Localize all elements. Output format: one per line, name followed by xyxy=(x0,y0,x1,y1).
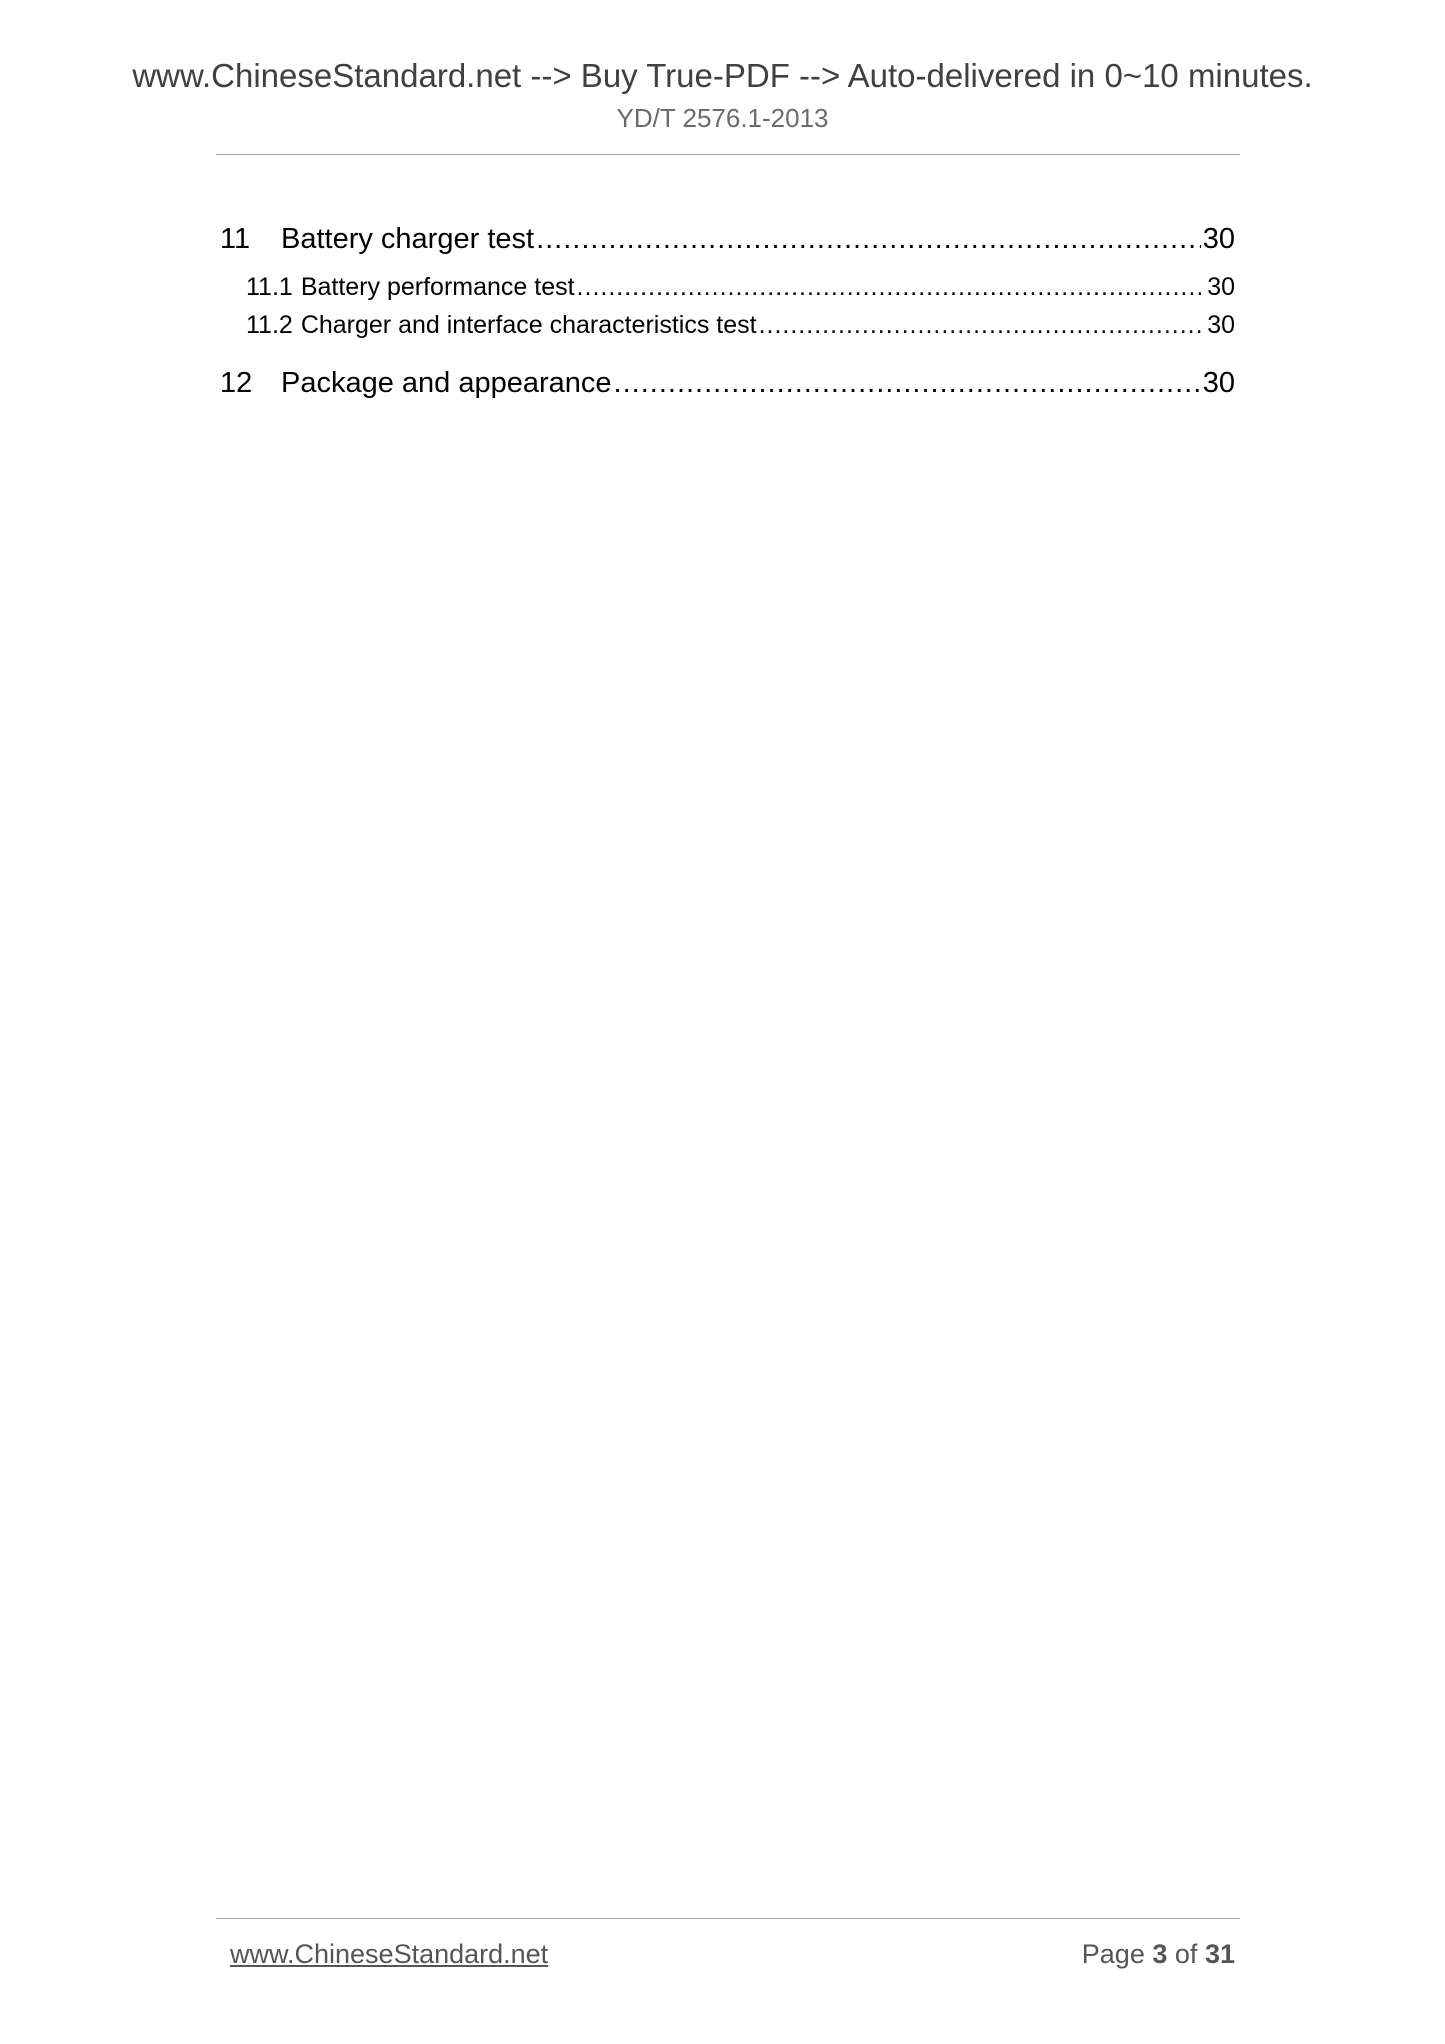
toc-entry-page: 30 xyxy=(1202,223,1235,255)
toc-entry-title: Battery performance test xyxy=(300,273,575,301)
promo-banner-text[interactable]: www.ChineseStandard.net --> Buy True-PDF --> Auto-delivered in 0~10 minutes. xyxy=(132,57,1313,94)
toc-entry-page: 30 xyxy=(1202,367,1235,399)
toc-entry-number: 11.1 xyxy=(246,273,293,301)
footer-divider xyxy=(216,1918,1240,1919)
total-pages-number: 31 xyxy=(1204,1939,1235,1969)
page-number xyxy=(1082,1936,1235,1972)
header-divider xyxy=(216,154,1240,155)
table-of-contents xyxy=(220,216,1235,406)
page-word: Page xyxy=(1081,1939,1145,1969)
toc-leader-dots xyxy=(614,360,1201,406)
toc-entry-number: 11.2 xyxy=(246,311,293,339)
footer-site-link[interactable]: www.ChineseStandard.net xyxy=(230,1939,549,1969)
toc-entry-number: 11 xyxy=(220,223,251,255)
toc-leader-dots xyxy=(536,216,1201,262)
toc-entry-number: 12 xyxy=(220,367,253,399)
toc-entry-12[interactable] xyxy=(220,360,1235,406)
page-header xyxy=(0,56,1445,134)
document-code: YD/T 2576.1-2013 xyxy=(616,103,829,133)
toc-entry-title: Package and appearance xyxy=(281,367,612,399)
toc-entry-11[interactable] xyxy=(220,216,1235,262)
toc-leader-dots xyxy=(577,268,1206,306)
toc-entry-11-1[interactable] xyxy=(220,268,1235,306)
toc-entry-title: Charger and interface characteristics test xyxy=(300,311,757,339)
toc-entry-title: Battery charger test xyxy=(281,223,535,255)
toc-entry-11-2[interactable] xyxy=(220,306,1235,344)
toc-entry-page: 30 xyxy=(1207,273,1235,301)
of-word: of xyxy=(1174,1939,1198,1969)
current-page-number: 3 xyxy=(1152,1939,1168,1969)
toc-leader-dots xyxy=(759,306,1206,344)
toc-entry-page: 30 xyxy=(1207,311,1235,339)
